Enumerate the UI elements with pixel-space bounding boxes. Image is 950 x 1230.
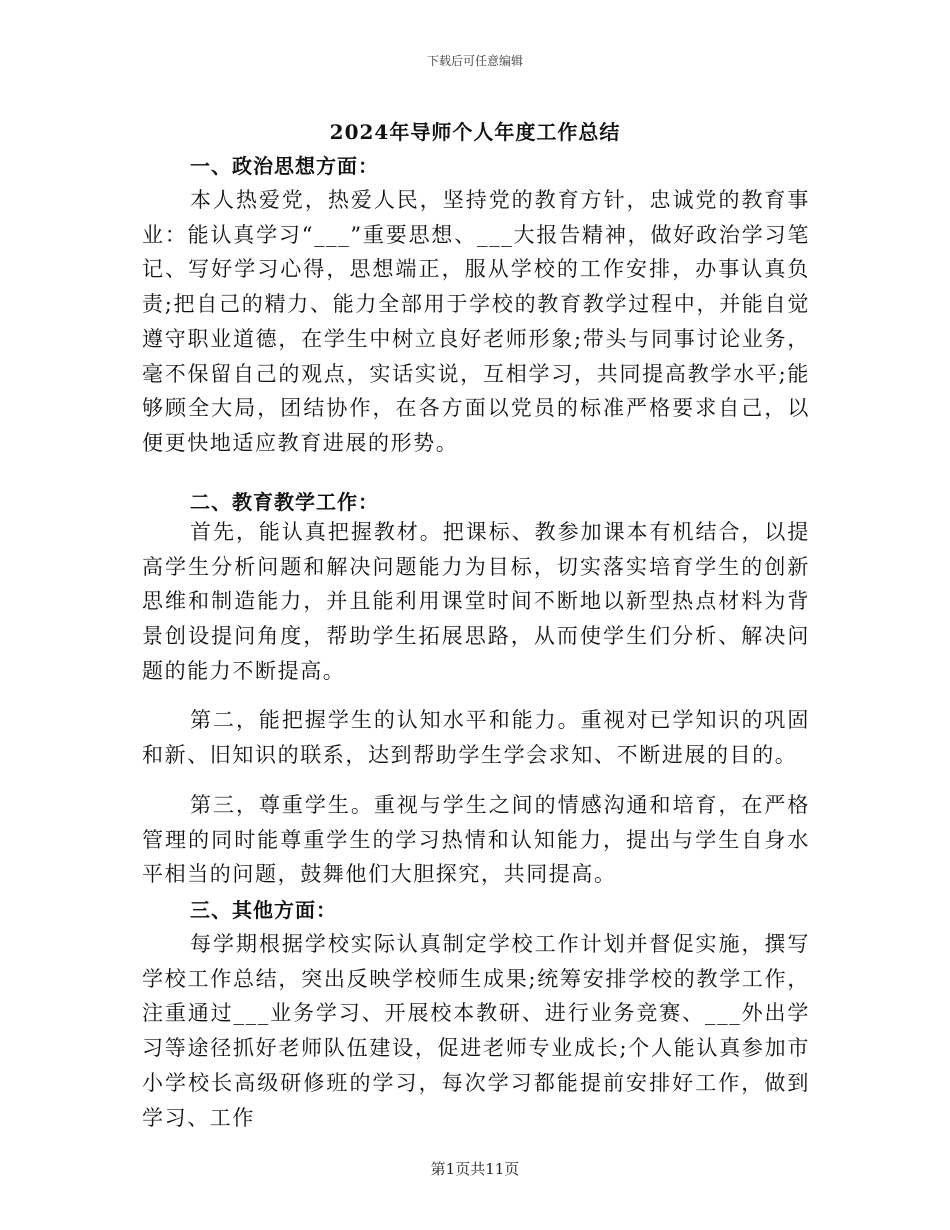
paragraph-teaching-third: 第三，尊重学生。重视与学生之间的情感沟通和培育，在严格管理的同时能尊重学生的学习热情和认知能力，提出与学生自身水平相当的问题，鼓舞他们大胆探究，共同提高。 <box>142 793 810 887</box>
page-footer: 第1页共11页 <box>430 1160 520 1178</box>
paragraph-politics: 本人热爱党，热爱人民，坚持党的教育方针，忠诚党的教育事业：能认真学习“___”重要思想、___大报告精神，做好政治学习笔记、写好学习心得，思想端正，服从学校的工作安排，办事认真负责;把自己的精力、能力全部用于学校的教育教学过程中，并能自觉遵守职业道德，在学生中树立良好老师形象;带头与同事讨论业务，毫不保留自己的观点，实话实说，互相学习，共同提高教学水平;能够顾全大局，团结协作，在各方面以党员的标准严格要求自己，以便更快地适应教育进展的形势。 <box>142 188 810 455</box>
paragraph-teaching-first: 首先，能认真把握教材。把课标、教参加课本有机结合，以提高学生分析问题和解决问题能力为目标，切实落实培育学生的创新思维和制造能力，并且能利用课堂时间不断地以新型热点材料为背景创设提问角度，帮助学生拓展思路，从而使学生们分析、解决问题的能力不断提高。 <box>142 520 810 683</box>
section-heading-other: 三、其他方面： <box>190 898 337 922</box>
section-heading-teaching: 二、教育教学工作： <box>190 490 379 514</box>
section-heading-politics: 一、政治思想方面： <box>190 154 379 178</box>
paragraph-other: 每学期根据学校实际认真制定学校工作计划并督促实施，撰写学校工作总结，突出反映学校师生成果;统筹安排学校的教学工作，注重通过___业务学习、开展校本教研、进行业务竞赛、___外出学习等途径抓好老师队伍建设，促进老师专业成长;个人能认真参加市小学校长高级研修班的学习，每次学习都能提前安排好工作，做到学习、工作 <box>142 932 810 1130</box>
header-note: 下载后可任意编辑 <box>426 54 523 68</box>
document-title: 2024年导师个人年度工作总结 <box>329 120 621 144</box>
paragraph-teaching-second: 第二，能把握学生的认知水平和能力。重视对已学知识的巩固和新、旧知识的联系，达到帮助学生学会求知、不断进展的目的。 <box>142 708 810 767</box>
